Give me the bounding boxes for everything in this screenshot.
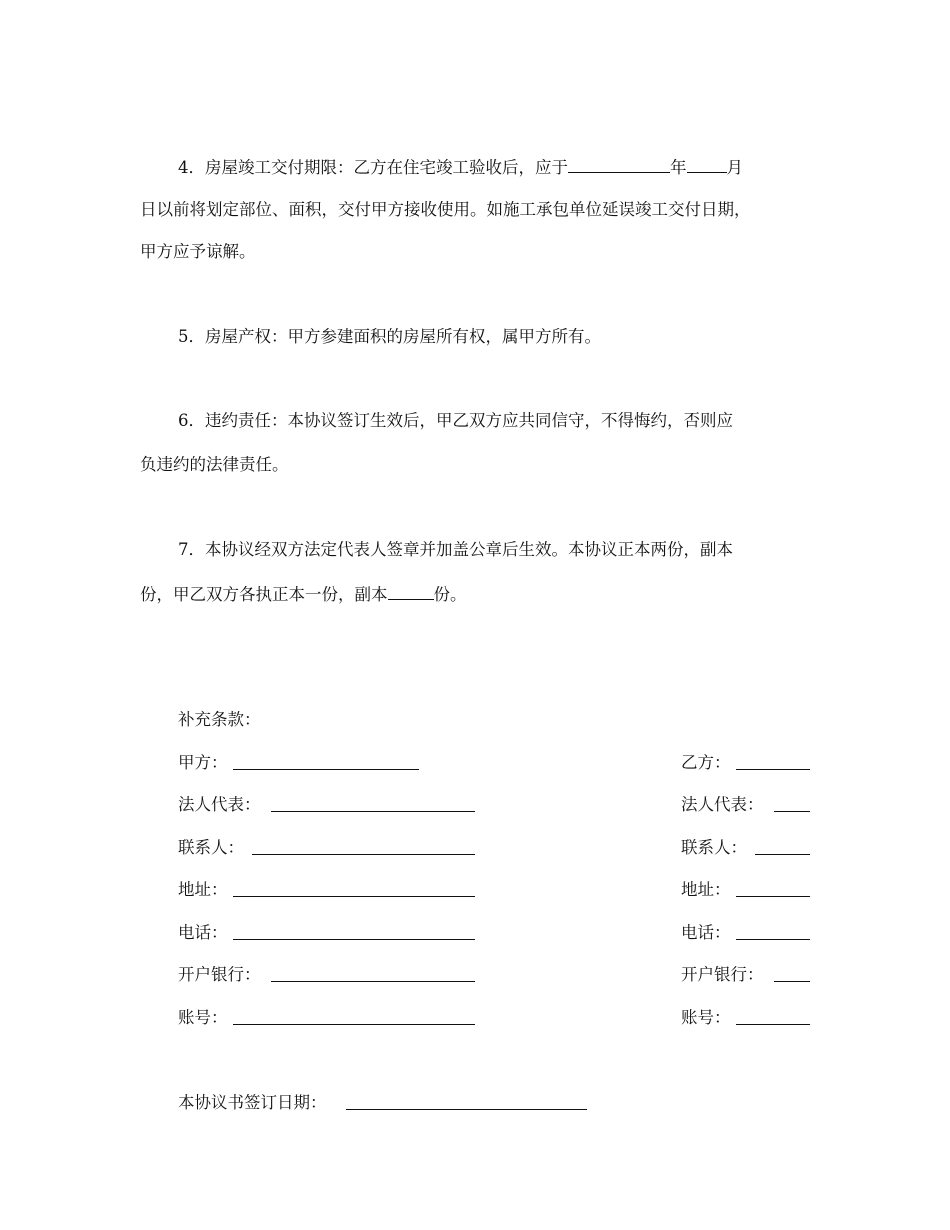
clause-7-text: 份，甲乙双方各执正本一份，副本 bbox=[140, 585, 388, 604]
clause-6-line-1: 6．违约责任：本协议签订生效后，甲乙双方应共同信守，不得悔约，否则应 bbox=[178, 411, 733, 430]
delivery-year-blank[interactable] bbox=[568, 158, 670, 173]
clause-6-line-2: 负违约的法律责任。 bbox=[140, 455, 289, 474]
clause-7-line-2 bbox=[140, 585, 467, 604]
month-label: 月 bbox=[726, 158, 743, 177]
clause-4-line-1 bbox=[178, 158, 743, 177]
party-a-account-label: 账号： bbox=[178, 1008, 228, 1027]
party-a-address-label: 地址： bbox=[178, 880, 228, 899]
party-b-phone-field[interactable] bbox=[736, 939, 810, 940]
copy-count-blank[interactable] bbox=[388, 585, 434, 600]
clause-4-line-2: 日以前将划定部位、面积，交付甲方接收使用。如施工承包单位延误竣工交付日期， bbox=[140, 200, 751, 219]
clause-7-line-1: 7．本协议经双方法定代表人签章并加盖公章后生效。本协议正本两份，副本 bbox=[178, 540, 733, 559]
party-b-bank-field[interactable] bbox=[774, 981, 810, 982]
copy-unit-label: 份。 bbox=[433, 585, 467, 604]
party-a-field[interactable] bbox=[233, 769, 419, 770]
party-a-phone-field[interactable] bbox=[233, 939, 475, 940]
signing-date-field[interactable] bbox=[346, 1109, 587, 1110]
delivery-month-blank[interactable] bbox=[687, 158, 727, 173]
party-b-account-label: 账号： bbox=[681, 1008, 731, 1027]
supplementary-clause-label: 补充条款： bbox=[178, 710, 261, 729]
party-b-phone-label: 电话： bbox=[681, 923, 731, 942]
party-a-rep-field[interactable] bbox=[271, 811, 475, 812]
party-b-field[interactable] bbox=[736, 769, 810, 770]
party-b-rep-label: 法人代表： bbox=[681, 795, 764, 814]
party-b-account-field[interactable] bbox=[736, 1024, 810, 1025]
clause-4-text: 4．房屋竣工交付期限：乙方在住宅竣工验收后，应于 bbox=[178, 158, 568, 177]
party-b-label: 乙方： bbox=[681, 753, 731, 772]
party-a-phone-label: 电话： bbox=[178, 923, 228, 942]
party-b-rep-field[interactable] bbox=[774, 811, 810, 812]
party-a-address-field[interactable] bbox=[233, 896, 475, 897]
party-b-contact-label: 联系人： bbox=[681, 838, 747, 857]
clause-5-line-1: 5．房屋产权：甲方参建面积的房屋所有权，属甲方所有。 bbox=[178, 327, 601, 346]
party-b-address-label: 地址： bbox=[681, 880, 731, 899]
party-b-address-field[interactable] bbox=[736, 896, 810, 897]
party-a-label: 甲方： bbox=[178, 753, 228, 772]
party-b-contact-field[interactable] bbox=[755, 854, 810, 855]
clause-4-line-3: 甲方应予谅解。 bbox=[140, 242, 256, 261]
party-b-bank-label: 开户银行： bbox=[681, 965, 764, 984]
party-a-account-field[interactable] bbox=[233, 1024, 475, 1025]
signing-date-label: 本协议书签订日期： bbox=[178, 1093, 327, 1112]
party-a-contact-field[interactable] bbox=[252, 854, 475, 855]
party-a-rep-label: 法人代表： bbox=[178, 795, 261, 814]
party-a-bank-label: 开户银行： bbox=[178, 965, 261, 984]
party-a-contact-label: 联系人： bbox=[178, 838, 244, 857]
year-label: 年 bbox=[670, 158, 687, 177]
party-a-bank-field[interactable] bbox=[271, 981, 475, 982]
